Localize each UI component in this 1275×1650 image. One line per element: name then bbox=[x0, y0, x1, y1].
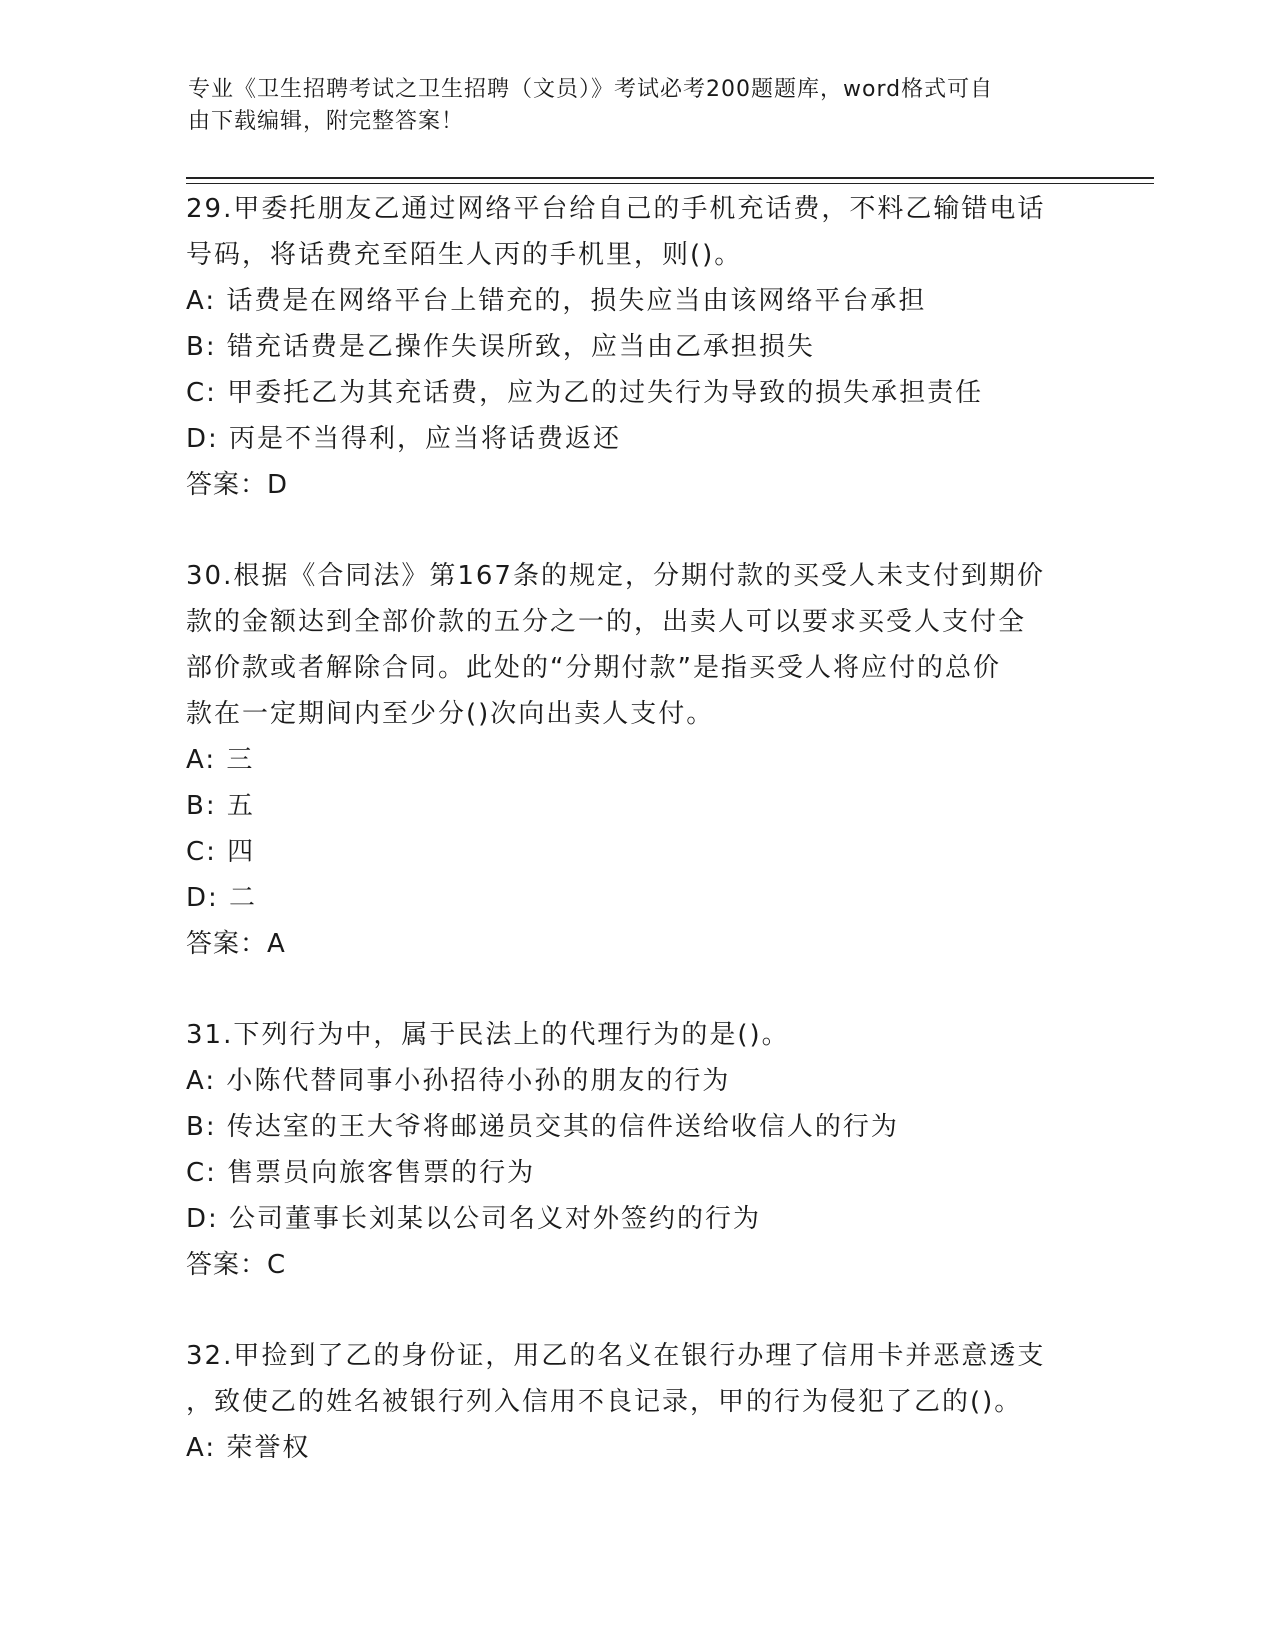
question-stem-line: 款在一定期间内至少分()次向出卖人支付。 bbox=[186, 699, 715, 729]
option-a: A: 三 bbox=[186, 745, 255, 775]
question-31 bbox=[186, 1012, 1086, 1288]
option-b: B: 五 bbox=[186, 791, 255, 821]
question-stem-line: 29.甲委托朋友乙通过网络平台给自己的手机充话费，不料乙输错电话 bbox=[186, 194, 1046, 224]
answer-line: 答案：D bbox=[186, 470, 289, 500]
answer-line: 答案：A bbox=[186, 929, 286, 959]
question-stem-line: 号码，将话费充至陌生人丙的手机里，则()。 bbox=[186, 240, 743, 270]
question-30 bbox=[186, 553, 1086, 967]
option-b: B: 传达室的王大爷将邮递员交其的信件送给收信人的行为 bbox=[186, 1112, 899, 1142]
header-divider-thin bbox=[186, 183, 1154, 184]
question-stem-line: 款的金额达到全部价款的五分之一的，出卖人可以要求买受人支付全 bbox=[186, 607, 1027, 637]
option-d: D: 丙是不当得利，应当将话费返还 bbox=[186, 424, 622, 454]
question-29 bbox=[186, 186, 1086, 508]
header-divider-thick bbox=[186, 177, 1154, 179]
option-b: B: 错充话费是乙操作失误所致，应当由乙承担损失 bbox=[186, 332, 815, 362]
question-stem-line: ，致使乙的姓名被银行列入信用不良记录，甲的行为侵犯了乙的()。 bbox=[186, 1387, 1023, 1417]
option-d: D: 公司董事长刘某以公司名义对外签约的行为 bbox=[186, 1204, 762, 1234]
option-a: A: 小陈代替同事小孙招待小孙的朋友的行为 bbox=[186, 1066, 731, 1096]
question-list bbox=[186, 186, 1086, 1471]
question-stem-line: 部价款或者解除合同。此处的“分期付款”是指买受人将应付的总价 bbox=[186, 653, 1001, 683]
answer-line: 答案：C bbox=[186, 1250, 287, 1280]
question-32 bbox=[186, 1333, 1086, 1471]
option-a: A: 话费是在网络平台上错充的，损失应当由该网络平台承担 bbox=[186, 286, 927, 316]
option-c: C: 甲委托乙为其充话费，应为乙的过失行为导致的损失承担责任 bbox=[186, 378, 984, 408]
question-stem-line: 30.根据《合同法》第167条的规定，分期付款的买受人未支付到期价 bbox=[186, 561, 1045, 591]
option-d: D: 二 bbox=[186, 883, 258, 913]
header-line-1: 专业《卫生招聘考试之卫生招聘（文员）》考试必考200题题库，word格式可自 bbox=[188, 77, 994, 102]
document-header bbox=[188, 74, 1088, 138]
option-c: C: 四 bbox=[186, 837, 256, 867]
option-c: C: 售票员向旅客售票的行为 bbox=[186, 1158, 536, 1188]
question-stem-line: 31.下列行为中，属于民法上的代理行为的是()。 bbox=[186, 1020, 790, 1050]
question-stem-line: 32.甲捡到了乙的身份证，用乙的名义在银行办理了信用卡并恶意透支 bbox=[186, 1341, 1046, 1371]
header-line-2: 由下载编辑，附完整答案！ bbox=[188, 109, 465, 134]
option-a: A: 荣誉权 bbox=[186, 1433, 311, 1463]
